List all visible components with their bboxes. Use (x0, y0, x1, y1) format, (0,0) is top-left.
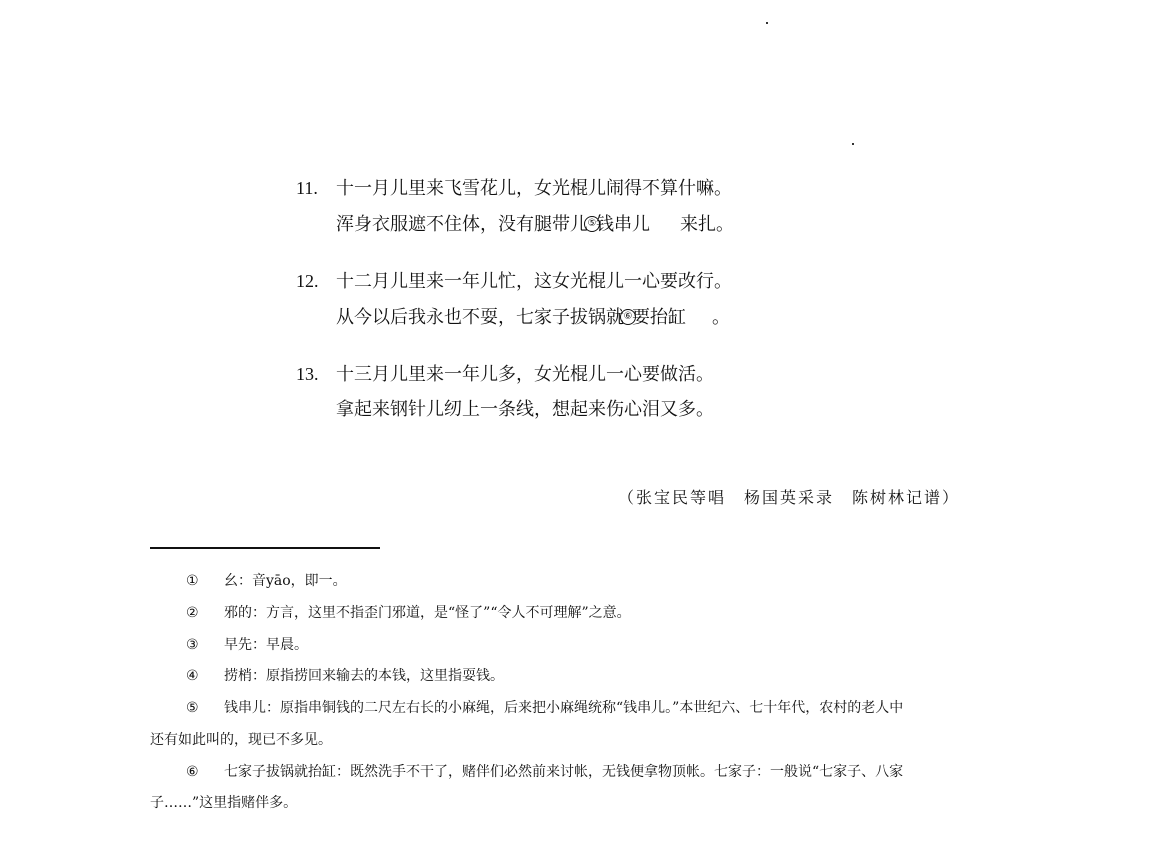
footnote-text: 幺：音yāo，即一。 (224, 573, 347, 589)
footnote-2 (186, 603, 631, 623)
footnote-mark: ⑥ (186, 764, 199, 780)
footnote-mark: ② (186, 605, 199, 621)
verse-text: 十三月儿里来一年儿多，女光棍儿一心要做活。 (336, 364, 714, 385)
footnote-mark: ③ (186, 637, 199, 653)
verse-text: 从今以后我永也不耍，七家子拔锅就 (336, 307, 624, 328)
footnote-6 (186, 762, 903, 782)
verse-text: 十一月儿里来飞雪花儿，女光棍儿闹得不算什嘛。 (336, 178, 732, 199)
footnote-mark: ⑤ (186, 700, 199, 716)
song-credit: （张宝民等唱 杨国英采录 陈树林记谱） (618, 488, 961, 507)
footnote-mark: ① (186, 573, 199, 589)
verse-13-line-2 (336, 398, 714, 422)
verse-number: 13. (296, 364, 319, 384)
footnote-text: 邪的：方言，这里不指歪门邪道，是“怪了”“令人不可理解”之意。 (224, 605, 631, 621)
verse-text: 十二月儿里来一年儿忙，这女光棍儿一心要改行。 (336, 271, 732, 292)
scan-speck (766, 22, 768, 24)
verse-text: 来扎。 (680, 214, 734, 235)
verse-12-line-1 (296, 269, 732, 294)
verse-number: 12. (296, 271, 319, 291)
footnote-5-continuation (150, 730, 332, 750)
footnote-text: 七家子拔锅就抬缸：既然洗手不干了，赌伴们必然前来讨帐，无钱便拿物顶帐。七家子：一般说“七家子、八家 (224, 764, 904, 780)
footnote-text: 早先：早晨。 (224, 637, 308, 653)
footnote-1 (186, 571, 347, 591)
verse-12-line-2 (336, 306, 730, 330)
footnote-text: 子……”这里指赌伴多。 (150, 795, 298, 811)
verse-text: 。 (712, 307, 730, 328)
footnote-6-continuation (150, 793, 297, 813)
verse-13-line-1 (296, 362, 714, 387)
footnote-mark: ④ (186, 668, 199, 684)
footnote-5 (186, 698, 903, 718)
verse-11-line-1 (296, 176, 732, 201)
verse-text: 浑身衣服遮不住体，没有腿带儿 (336, 214, 588, 235)
footnote-3 (186, 635, 308, 655)
scan-speck (852, 143, 854, 145)
verse-text: 拿起来钢针儿纫上一条线，想起来伤心泪又多。 (336, 399, 714, 420)
footnote-ref-mark[interactable]: ⑥ (620, 309, 636, 325)
verse-number: 11. (296, 178, 318, 198)
footnote-ref-mark[interactable]: ⑤ (584, 216, 600, 232)
footnote-divider (150, 547, 380, 549)
footnote-text: 还有如此叫的，现已不多见。 (150, 732, 332, 748)
footnote-4 (186, 666, 504, 686)
verse-11-line-2 (336, 213, 734, 237)
verse-text: 要抬缸 (632, 307, 686, 328)
verse-text: 钱串儿 (596, 214, 650, 235)
footnote-text: 钱串儿：原指串铜钱的二尺左右长的小麻绳，后来把小麻绳统称“钱串儿。”本世纪六、七十年代，农村的老人中 (224, 700, 904, 716)
footnote-text: 捞梢：原指捞回来输去的本钱，这里指耍钱。 (224, 668, 504, 684)
